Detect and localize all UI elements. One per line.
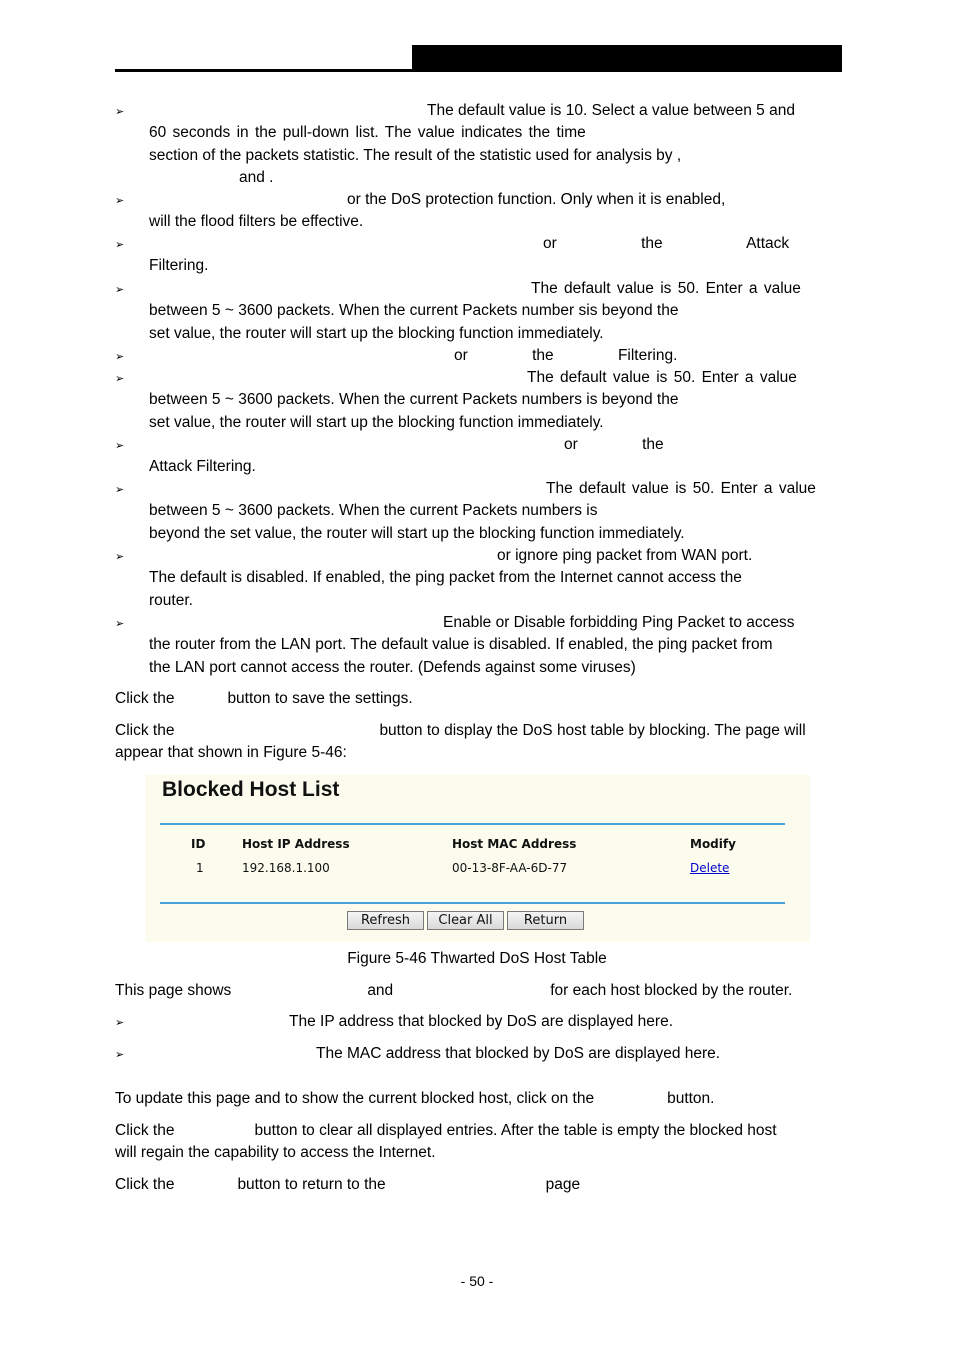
bullet-arrow-icon: ➢ — [115, 194, 125, 207]
bullet-line: beyond the set value, the router will start up the blocking function immediately. — [149, 524, 685, 542]
bullet-arrow-icon: ➢ — [115, 1016, 125, 1029]
bullet-threshold-1 — [115, 278, 831, 345]
text: This page shows — [115, 982, 232, 999]
header-bar — [412, 45, 842, 72]
bullet-arrow-icon: ➢ — [115, 617, 125, 630]
col-header-id: ID — [191, 837, 206, 851]
bullet-wan-ping — [115, 545, 831, 612]
bullet-line: The MAC address that blocked by DoS are displayed here. — [316, 1045, 721, 1062]
bullet-filtering — [115, 345, 831, 367]
col-header-ip: Host IP Address — [242, 837, 350, 851]
bullet-line: The default value is 50. Enter a value — [527, 369, 797, 386]
bullet-arrow-icon: ➢ — [115, 550, 125, 563]
bullet-line: The IP address that blocked by DoS are displayed here. — [289, 1013, 673, 1030]
bullet-line: or the Filtering. — [454, 347, 678, 364]
delete-link[interactable]: Delete — [690, 861, 730, 875]
bullet-line: or the — [564, 436, 664, 453]
return-button[interactable]: Return — [507, 911, 584, 930]
figure-title: Blocked Host List — [162, 778, 340, 801]
bullet-arrow-icon: ➢ — [115, 1048, 125, 1061]
col-header-mac: Host MAC Address — [452, 837, 577, 851]
text: and — [367, 982, 394, 999]
paragraph-save — [115, 688, 839, 710]
clear-all-button[interactable]: Clear All — [427, 911, 504, 930]
table-divider-bottom — [160, 902, 785, 904]
bullet-lan-ping — [115, 612, 831, 679]
bullet-line: set value, the router will start up the blocking function immediately. — [149, 324, 604, 342]
bullet-arrow-icon: ➢ — [115, 105, 125, 118]
text: button. — [667, 1090, 715, 1107]
bullet-arrow-icon: ➢ — [115, 350, 125, 363]
table-divider-top — [160, 823, 785, 825]
bullet-line: 60 seconds in the pull-down list. The value indicates the time — [149, 124, 586, 142]
bullet-line: between 5 ~ 3600 packets. When the current Packets numbers is — [149, 502, 598, 520]
bullet-line: or the Attack — [543, 235, 790, 252]
bullet-line: between 5 ~ 3600 packets. When the current Packets number sis beyond the — [149, 302, 679, 320]
text: button to save the settings. — [227, 690, 413, 707]
bullet-line: Enable or Disable forbidding Ping Packet to access — [443, 614, 795, 631]
bullet-line: the router from the LAN port. The default value is disabled. If enabled, the ping packet from — [149, 636, 773, 654]
text: Click the — [115, 722, 175, 739]
bullet-arrow-icon: ➢ — [115, 372, 125, 385]
bullet-line: The default is disabled. If enabled, the ping packet from the Internet cannot access the — [149, 569, 742, 587]
bullet-line: and . — [239, 168, 274, 186]
bullet-attack-filtering — [115, 233, 831, 278]
cell-mac: 00-13-8F-AA-6D-77 — [452, 861, 568, 875]
text: page — [545, 1176, 581, 1193]
bullet-attack-filtering-2 — [115, 434, 831, 478]
bullet-host-ip — [115, 1011, 831, 1043]
text: Click the — [115, 690, 175, 707]
bullet-line: between 5 ~ 3600 packets. When the current Packets numbers is beyond the — [149, 391, 679, 409]
cell-ip: 192.168.1.100 — [242, 861, 330, 875]
bullet-arrow-icon: ➢ — [115, 483, 125, 496]
bullet-line: Attack Filtering. — [149, 458, 256, 476]
paragraph-display — [115, 720, 839, 765]
text: Click the — [115, 1176, 175, 1193]
bullet-line: will the flood filters be effective. — [149, 213, 364, 231]
bullet-line: the LAN port cannot access the router. (Defends against some viruses) — [149, 658, 636, 676]
text: To update this page and to show the current blocked host, click on the — [115, 1090, 595, 1107]
bullet-interval — [115, 100, 831, 189]
bullet-host-mac — [115, 1043, 831, 1065]
text: for each host blocked by the router. — [550, 982, 793, 999]
bullet-line: router. — [149, 591, 193, 609]
bullet-line: Filtering. — [149, 257, 209, 275]
page-number: - 50 - — [460, 1273, 494, 1289]
figure-caption: Figure 5-46 Thwarted DoS Host Table — [347, 950, 607, 967]
text: will regain the capability to access the Internet. — [115, 1144, 436, 1162]
bullet-threshold-3 — [115, 478, 831, 545]
bullet-line: The default value is 50. Enter a value — [531, 280, 801, 297]
bullet-arrow-icon: ➢ — [115, 283, 125, 296]
bullet-arrow-icon: ➢ — [115, 238, 125, 251]
cell-id: 1 — [196, 861, 204, 875]
bullet-line: The default value is 50. Enter a value — [546, 480, 816, 497]
text: appear that shown in Figure 5-46: — [115, 744, 347, 762]
bullet-line: The default value is 10. Select a value between 5 and — [427, 102, 795, 119]
host-field-bullets — [115, 1011, 831, 1065]
blocked-host-list-figure — [145, 775, 810, 942]
col-header-modify: Modify — [690, 837, 736, 851]
paragraph-page-shows — [115, 980, 839, 1002]
refresh-button[interactable]: Refresh — [347, 911, 424, 930]
bullet-line: or the DoS protection function. Only when it is enabled, — [347, 191, 726, 208]
text: Click the — [115, 1122, 175, 1139]
text: button to display the DoS host table by blocking. The page will — [379, 722, 806, 739]
bullet-line: section of the packets statistic. The result of the statistic used for analysis by , — [149, 146, 682, 164]
text: button to return to the — [237, 1176, 386, 1193]
paragraph-update — [115, 1088, 839, 1110]
header-rule — [115, 69, 412, 72]
paragraph-return — [115, 1174, 839, 1196]
paragraph-clear — [115, 1120, 839, 1165]
bullet-threshold-2 — [115, 367, 831, 434]
bullet-arrow-icon: ➢ — [115, 439, 125, 452]
settings-bullet-list — [115, 100, 831, 679]
text: button to clear all displayed entries. After the table is empty the blocked host — [254, 1122, 777, 1139]
bullet-line: or ignore ping packet from WAN port. — [497, 547, 753, 564]
bullet-line: set value, the router will start up the blocking function immediately. — [149, 413, 604, 431]
bullet-dos-protection — [115, 189, 831, 233]
